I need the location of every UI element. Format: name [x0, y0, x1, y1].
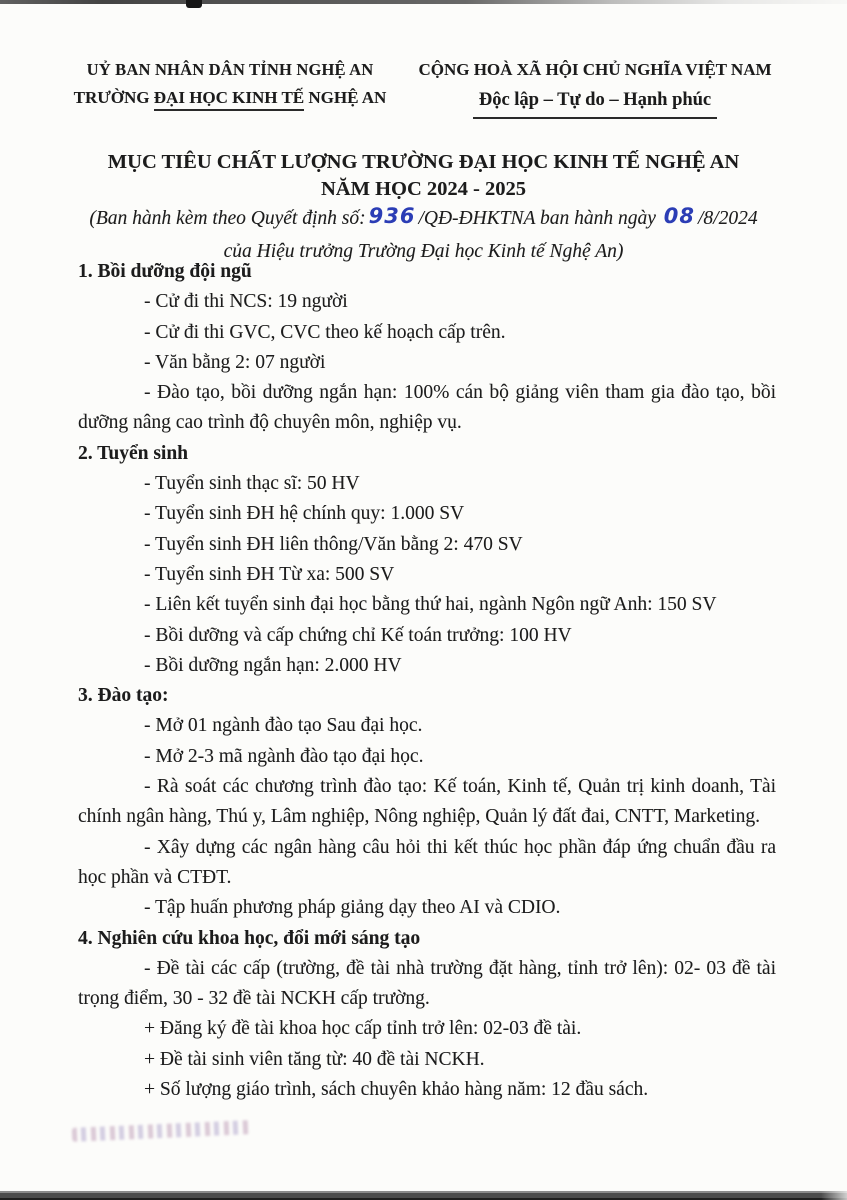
scanner-edge-bottom — [0, 1191, 847, 1200]
list-item: - Bồi dưỡng ngắn hạn: 2.000 HV — [144, 654, 402, 676]
org-name-underlined: ĐẠI HỌC KINH TẾ — [154, 88, 304, 111]
list-item: - Mở 01 ngành đào tạo Sau đại học. — [144, 715, 423, 737]
document-header — [72, 56, 778, 119]
issuance-pre: (Ban hành kèm theo Quyết định số: — [89, 208, 366, 229]
list-item: + Số lượng giáo trình, sách chuyên khảo hàng năm: 12 đầu sách. — [144, 1079, 649, 1101]
org-parent-name: UỶ BAN NHÂN DÂN TỈNH NGHỆ AN — [86, 60, 374, 79]
list-item: - Xây dựng các ngân hàng câu hỏi thi kết thúc học phần đáp ứng chuẩn đầu ra học phần và CTĐT. — [78, 836, 776, 888]
list-item: - Văn bằng 2: 07 người — [144, 351, 326, 373]
section-heading: 4. Nghiên cứu khoa học, đổi mới sáng tạo — [78, 927, 421, 949]
section-heading: 3. Đào tạo: — [78, 685, 169, 707]
scanner-edge-top — [0, 0, 847, 4]
list-item: - Bồi dưỡng và cấp chứng chỉ Kế toán trưởng: 100 HV — [144, 624, 572, 646]
list-item: - Tuyển sinh ĐH hệ chính quy: 1.000 SV — [144, 503, 465, 525]
list-item: - Đề tài các cấp (trường, đề tài nhà trường đặt hàng, tỉnh trở lên): 02- 03 đề tài trọng điểm, 30 - 32 đề tài NCKH cấp trường. — [78, 957, 776, 1010]
list-item: - Đào tạo, bồi dưỡng ngắn hạn: 100% cán bộ giảng viên tham gia đào tạo, bồi dưỡng nâng cao trình độ chuyên môn, nghiệp vụ. — [78, 382, 776, 434]
document-section — [78, 681, 776, 923]
document-section — [78, 257, 776, 439]
scanner-edge-bottom-fade — [821, 1191, 847, 1200]
ink-bleed-artifact — [72, 1120, 250, 1142]
national-motto: Độc lập – Tự do – Hạnh phúc — [473, 86, 717, 119]
sections-container — [78, 257, 776, 1105]
list-item: - Cử đi thi NCS: 19 người — [144, 291, 348, 313]
document-section — [78, 924, 776, 1106]
document-title — [0, 149, 847, 203]
handwritten-day: 08 — [663, 204, 695, 228]
title-line1: MỤC TIÊU CHẤT LƯỢNG TRƯỜNG ĐẠI HỌC KINH TẾ NGHỆ AN — [107, 151, 740, 173]
title-line2: NĂM HỌC 2024 - 2025 — [321, 178, 526, 200]
issuance-mid: /QĐ-ĐHKTNA ban hành ngày — [418, 208, 656, 229]
issuance-line1 — [0, 201, 847, 235]
list-item: - Tuyển sinh thạc sĩ: 50 HV — [144, 473, 360, 495]
list-item: - Tuyển sinh ĐH liên thông/Văn bằng 2: 470 SV — [144, 533, 523, 555]
handwritten-decision-number: 936 — [368, 204, 416, 228]
list-item: - Mở 2-3 mã ngành đào tạo đại học. — [144, 745, 424, 767]
section-heading: 1. Bồi dưỡng đội ngũ — [78, 261, 252, 282]
list-item: - Cử đi thi GVC, CVC theo kế hoạch cấp trên. — [144, 321, 506, 343]
list-item: - Tập huấn phương pháp giảng dạy theo AI và CDIO. — [144, 897, 561, 919]
national-title: CỘNG HOÀ XÃ HỘI CHỦ NGHĨA VIỆT NAM — [418, 60, 772, 79]
document-section — [78, 439, 776, 681]
list-item: - Tuyển sinh ĐH Từ xa: 500 SV — [144, 563, 395, 585]
section-heading: 2. Tuyển sinh — [78, 442, 189, 464]
issuing-organization-block — [72, 56, 388, 119]
list-item: - Rà soát các chương trình đào tạo: Kế toán, Kinh tế, Quản trị kinh doanh, Tài chính ngân hàng, Thú y, Lâm nghiệp, Nông nghiệp, Quản lý đất đai, CNTT, Marketing. — [78, 776, 776, 828]
org-name-suffix: NGHỆ AN — [304, 88, 387, 107]
list-item: - Liên kết tuyển sinh đại học bằng thứ hai, ngành Ngôn ngữ Anh: 150 SV — [144, 594, 717, 616]
national-motto-block — [412, 56, 778, 119]
scanner-edge-notch — [186, 0, 202, 8]
issuance-line2: của Hiệu trưởng Trường Đại học Kinh tế Nghệ An) — [223, 241, 624, 262]
org-name — [72, 84, 388, 112]
list-item: + Đề tài sinh viên tăng từ: 40 đề tài NCKH. — [144, 1048, 485, 1070]
list-item: + Đăng ký đề tài khoa học cấp tỉnh trở lên: 02-03 đề tài. — [144, 1018, 582, 1040]
issuance-post: /8/2024 — [697, 208, 758, 229]
org-name-prefix: TRƯỜNG — [73, 88, 154, 107]
